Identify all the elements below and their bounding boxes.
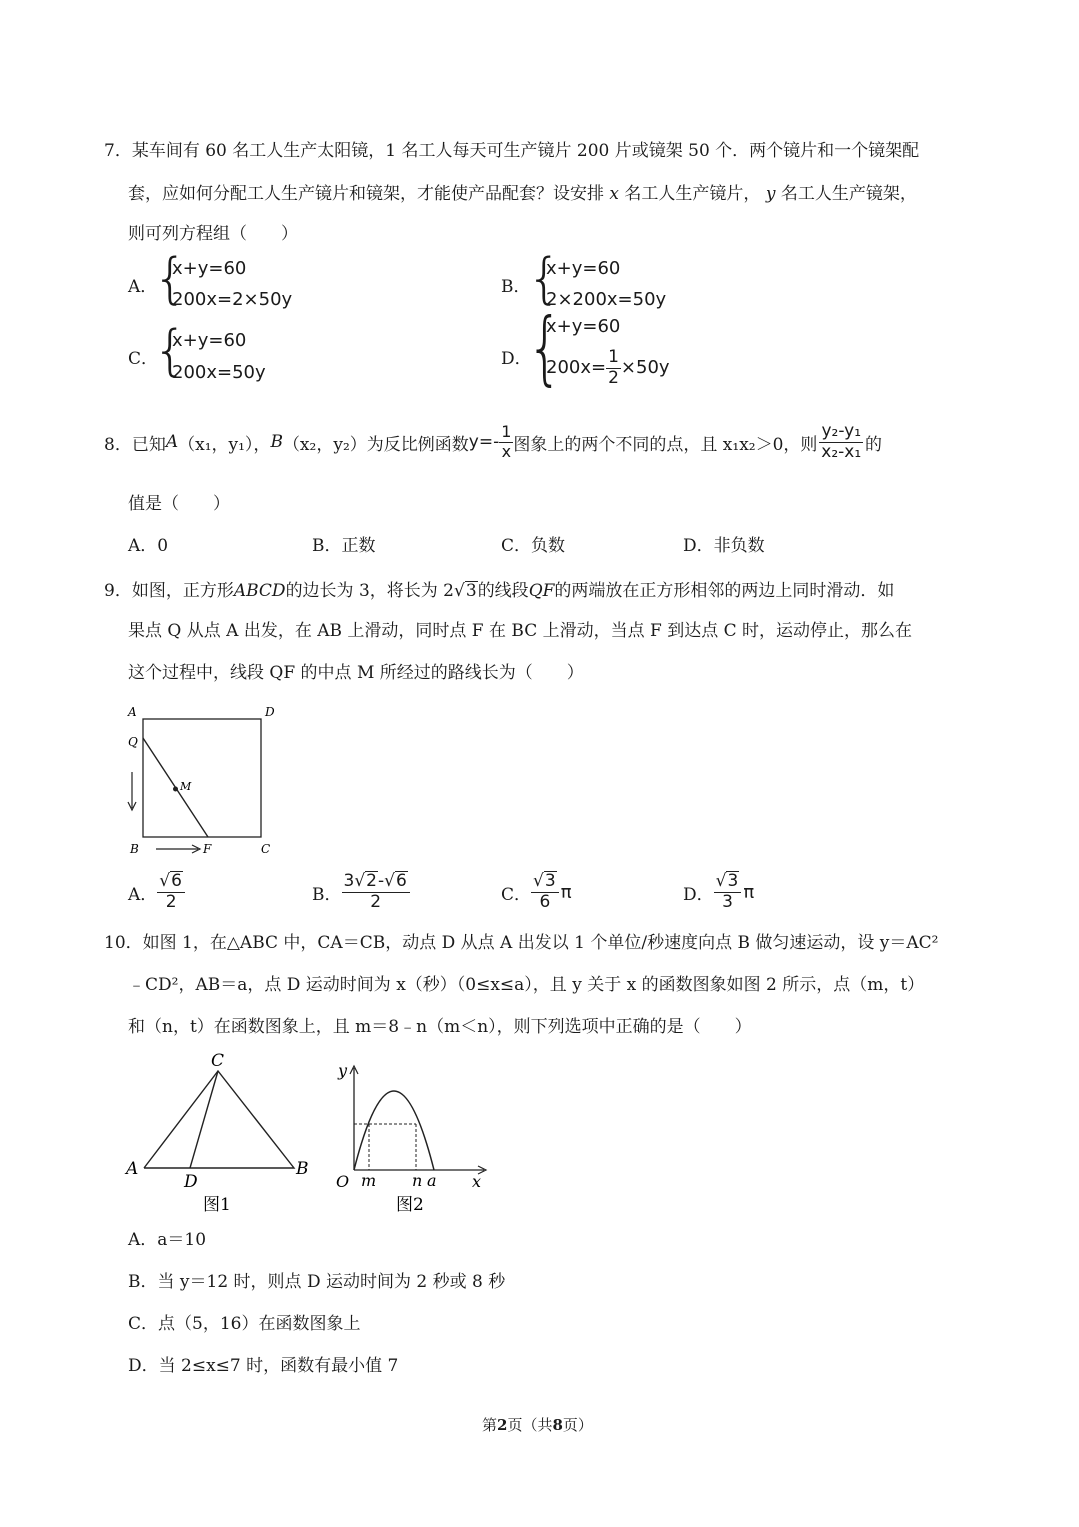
q7-option-d-fraction: $\frac{1}{2}$ (608, 347, 619, 388)
q10-line-2: ﹣CD²，AB＝a，点 D 运动时间为 x（秒）（0≤x≤a），且 y 关于 x 的函数图象如图 2 所示，点（m，t） (128, 975, 925, 995)
q8-point-b: B (270, 432, 283, 452)
q10-fig2-label-m: m (361, 1171, 377, 1190)
q9-label-c: C (261, 842, 271, 856)
q10-figure-2 (326, 1056, 496, 1216)
q10-fig1-label-c: C (211, 1051, 225, 1071)
q7-var-y: y (765, 184, 776, 204)
q10-fig1-label-b: B (296, 1159, 309, 1179)
q10-figure-1 (122, 1046, 322, 1216)
footer-page-number: 2 (497, 1416, 508, 1434)
q7-option-d-brace: { (527, 301, 563, 394)
q9-abcd: ABCD (233, 581, 286, 601)
q9-line-3: 这个过程中，线段 QF 的中点 M 所经过的路线长为（ ） (128, 663, 584, 683)
q9-label-q: Q (128, 735, 138, 749)
q9-square-figure (124, 700, 284, 860)
q10-fig2-caption: 图2 (396, 1195, 424, 1215)
q8-ratio-fraction: $\frac{\text{y₂-y₁}}{\text{x₂-x₁}}$ (821, 420, 862, 462)
q8-option-a: A．0 (128, 536, 169, 556)
q9-label-m: M (180, 780, 192, 793)
q7-line-3: 则可列方程组（ ） (128, 224, 298, 244)
q10-line-3: 和（n，t）在函数图象上，且 m＝8﹣n（m＜n），则下列选项中正确的是（ ） (128, 1017, 752, 1037)
q8-mid: 图象上的两个不同的点，且 x₁x₂＞0，则 (513, 434, 818, 455)
q10-fig2-label-n: n (412, 1171, 423, 1190)
q10-triangle-abc (144, 1071, 294, 1168)
q8-option-c: C．负数 (501, 536, 566, 556)
q9-option-a: A． $\frac{√6}{2}$ (128, 866, 185, 918)
q8-point-a: A (165, 432, 179, 452)
q7-line-1: 7．某车间有 60 名工人生产太阳镜，1 名工人每天可生产镜片 200 片或镜架 50 个．两个镜片和一个镜架配 (104, 141, 920, 161)
q8-func-pre: y=- (468, 432, 500, 452)
q9-option-c-fraction: $\frac{√3}{6}$ (531, 871, 559, 912)
q7-option-d-label: D． (501, 349, 532, 369)
q7-option-c-eq2: 200x=50y (172, 362, 266, 383)
q9-label-a: A (128, 705, 137, 719)
q7-line-2b: 名工人生产镜片， (624, 184, 761, 204)
q7-line-2 (128, 186, 917, 203)
q10-fig1-label-a: A (126, 1159, 139, 1179)
q8-lead: 8．已知 (104, 434, 166, 455)
q7-option-b-eq1: x+y=60 (546, 258, 621, 279)
q7-option-a-eq1: x+y=60 (172, 258, 247, 279)
q10-fig2-label-a: a (427, 1171, 437, 1190)
q10-segment-cd (190, 1071, 218, 1168)
q8-line-1 (104, 418, 882, 466)
q9-label-b: B (130, 842, 139, 856)
q8-tail: 的 (865, 434, 883, 455)
q7-option-c-label: C． (128, 349, 159, 369)
q9-option-c: C． $\frac{√3}{6}$ π (501, 871, 572, 912)
q9-square (143, 719, 261, 837)
q9-line-1a: 9．如图，正方形 (104, 581, 234, 601)
q7-option-a-label: A． (128, 277, 158, 297)
q9-line-1 (104, 581, 894, 601)
q8-func-fraction: $\frac{1}{x}$ (501, 422, 512, 461)
q9-line-1d: 的两端放在正方形相邻的两边上同时滑动．如 (554, 581, 895, 601)
q8-line-2: 值是（ ） (128, 494, 230, 514)
q7-line-2c: 名工人生产镜架， (780, 184, 917, 204)
q7-option-c-eq1: x+y=60 (172, 330, 247, 351)
q9-option-b-fraction: $\frac{3√2-√6}{2}$ (342, 871, 410, 912)
q9-sqrt-3: √3 (454, 581, 477, 601)
q8-point-a-coord: （x₁，y₁）， (178, 434, 271, 455)
q10-option-a: A．a＝10 (128, 1230, 207, 1250)
q10-fig2-label-y: y (338, 1061, 348, 1080)
q7-option-b-eq2: 2×200x=50y (546, 289, 667, 310)
q8-option-b: B．正数 (312, 536, 376, 556)
q9-option-b: B． $\frac{3√2-√6}{2}$ (312, 866, 410, 918)
q10-option-c: C．点（5，16）在函数图象上 (128, 1314, 361, 1334)
q10-fig1-caption: 图1 (203, 1195, 231, 1215)
q7-option-b-label: B． (501, 277, 531, 297)
q7-option-a-eq2: 200x=2×50y (172, 289, 293, 310)
q9-midpoint-m (173, 787, 178, 792)
q10-option-b: B．当 y＝12 时，则点 D 运动时间为 2 秒或 8 秒 (128, 1272, 506, 1292)
q9-label-f: F (203, 842, 212, 856)
q10-fig1-label-d: D (184, 1172, 198, 1192)
q7-line-2a: 套，应如何分配工人生产镜片和镜架，才能使产品配套？设安排 (128, 184, 604, 204)
q9-option-d: D． $\frac{√3}{3}$ π (683, 871, 755, 912)
q7-option-d-eq1: x+y=60 (546, 316, 621, 337)
q7-option-c-brace: { (153, 319, 188, 382)
footer-total-pages: 8 (552, 1416, 563, 1434)
q7-option-d-eq2 (546, 348, 670, 388)
q9-label-d: D (265, 705, 275, 719)
q10-fig2-label-x: x (472, 1172, 482, 1191)
q9-line-1b: 的边长为 3，将长为 2 (285, 581, 455, 601)
q9-option-d-fraction: $\frac{√3}{3}$ (714, 871, 742, 912)
q9-qf: QF (528, 581, 555, 601)
page-footer: 第2页（共8页） (482, 1416, 593, 1434)
q7-var-x: x (609, 184, 619, 204)
q10-option-d: D．当 2≤x≤7 时，函数有最小值 7 (128, 1356, 399, 1376)
q10-fig2-label-o: O (336, 1172, 350, 1191)
q7-option-b-brace: { (527, 247, 562, 310)
q8-option-d: D．非负数 (683, 536, 765, 556)
q9-line-2: 果点 Q 从点 A 出发，在 AB 上滑动，同时点 F 在 BC 上滑动，当点 F 到达点 C 时，运动停止，那么在 (128, 621, 913, 641)
q9-line-1c: 的线段 (477, 581, 529, 601)
q8-point-b-coord: （x₂，y₂）为反比例函数 (282, 434, 469, 455)
q9-option-a-fraction: $\frac{√6}{2}$ (157, 871, 185, 912)
q10-parabola (354, 1091, 434, 1170)
q7-option-d-eq2-pre: 200x= (546, 357, 607, 379)
q10-line-1: 10．如图 1，在△ABC 中，CA＝CB，动点 D 从点 A 出发以 1 个单位/秒速度向点 B 做匀速运动，设 y＝AC² (104, 933, 939, 953)
q7-option-d-eq2-post: ×50y (620, 357, 670, 379)
q7-option-a-brace: { (153, 247, 188, 310)
